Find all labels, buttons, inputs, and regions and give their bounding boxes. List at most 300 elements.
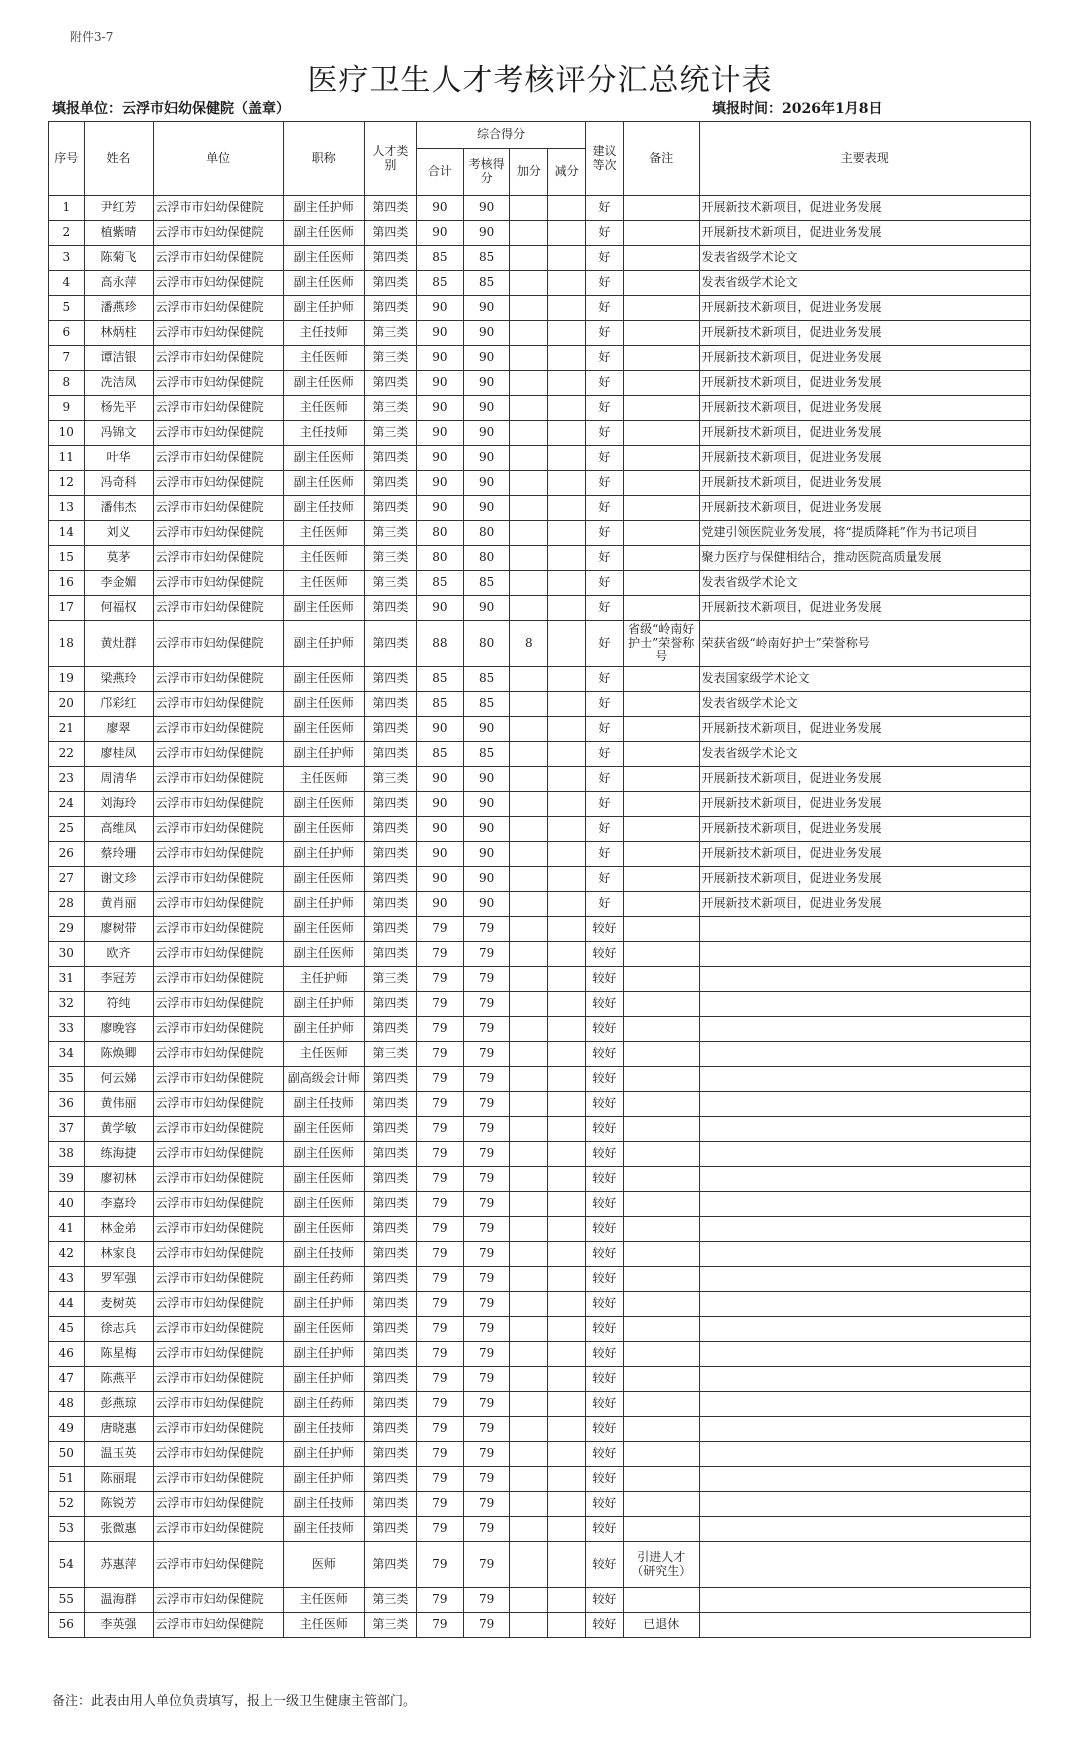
cell-performance	[699, 1292, 1031, 1317]
header-minus: 减分	[548, 149, 586, 196]
cell-plus	[510, 1017, 548, 1042]
cell-name: 黄伟丽	[84, 1092, 153, 1117]
table-row	[49, 842, 1031, 867]
cell-seq: 3	[49, 246, 85, 271]
cell-assess: 79	[463, 1417, 510, 1442]
cell-name: 高维凤	[84, 817, 153, 842]
table-row	[49, 1342, 1031, 1367]
cell-name: 练海捷	[84, 1142, 153, 1167]
cell-name: 潘燕珍	[84, 296, 153, 321]
cell-grade: 好	[586, 446, 624, 471]
cell-title: 主任护师	[283, 967, 364, 992]
cell-title: 副主任医师	[283, 246, 364, 271]
cell-seq: 38	[49, 1142, 85, 1167]
cell-assess: 80	[463, 546, 510, 571]
table-row	[49, 346, 1031, 371]
cell-remark	[623, 692, 699, 717]
cell-seq: 34	[49, 1042, 85, 1067]
cell-unit: 云浮市市妇幼保健院	[153, 1092, 283, 1117]
cell-total: 85	[417, 742, 464, 767]
cell-grade: 好	[586, 371, 624, 396]
cell-unit: 云浮市市妇幼保健院	[153, 1442, 283, 1467]
cell-seq: 26	[49, 842, 85, 867]
cell-seq: 54	[49, 1542, 85, 1588]
cell-grade: 较好	[586, 1242, 624, 1267]
cell-remark	[623, 917, 699, 942]
cell-title: 副主任医师	[283, 1142, 364, 1167]
cell-assess: 79	[463, 917, 510, 942]
table-row	[49, 1588, 1031, 1613]
table-row	[49, 742, 1031, 767]
cell-title: 主任医师	[283, 396, 364, 421]
cell-minus	[548, 992, 586, 1017]
cell-unit: 云浮市市妇幼保健院	[153, 1192, 283, 1217]
header-category: 人才类别	[364, 122, 416, 196]
cell-category: 第四类	[364, 496, 416, 521]
cell-grade: 好	[586, 271, 624, 296]
cell-remark	[623, 792, 699, 817]
cell-unit: 云浮市市妇幼保健院	[153, 196, 283, 221]
cell-performance: 开展新技术新项目，促进业务发展	[699, 471, 1031, 496]
cell-name: 林炳柱	[84, 321, 153, 346]
cell-title: 副主任医师	[283, 471, 364, 496]
cell-performance: 开展新技术新项目，促进业务发展	[699, 767, 1031, 792]
cell-assess: 90	[463, 396, 510, 421]
cell-total: 79	[417, 1142, 464, 1167]
cell-name: 何云娣	[84, 1067, 153, 1092]
cell-title: 副主任技师	[283, 1242, 364, 1267]
cell-minus	[548, 446, 586, 471]
cell-seq: 48	[49, 1392, 85, 1417]
cell-title: 副主任医师	[283, 792, 364, 817]
cell-title: 医师	[283, 1542, 364, 1588]
cell-minus	[548, 321, 586, 346]
cell-remark	[623, 1517, 699, 1542]
cell-grade: 较好	[586, 1217, 624, 1242]
cell-title: 副主任医师	[283, 1192, 364, 1217]
cell-assess: 90	[463, 892, 510, 917]
cell-minus	[548, 621, 586, 667]
cell-seq: 4	[49, 271, 85, 296]
cell-remark	[623, 1142, 699, 1167]
cell-performance: 开展新技术新项目，促进业务发展	[699, 496, 1031, 521]
cell-total: 88	[417, 621, 464, 667]
cell-title: 副主任医师	[283, 1167, 364, 1192]
cell-unit: 云浮市市妇幼保健院	[153, 917, 283, 942]
cell-performance	[699, 1367, 1031, 1392]
footer-note: 备注：此表由用人单位负责填写，报上一级卫生健康主管部门。	[52, 1694, 417, 1709]
cell-remark	[623, 1042, 699, 1067]
cell-remark	[623, 667, 699, 692]
cell-minus	[548, 692, 586, 717]
cell-name: 廖翠	[84, 717, 153, 742]
cell-total: 90	[417, 596, 464, 621]
cell-seq: 17	[49, 596, 85, 621]
cell-grade: 好	[586, 892, 624, 917]
cell-category: 第四类	[364, 1442, 416, 1467]
cell-minus	[548, 1492, 586, 1517]
cell-total: 90	[417, 346, 464, 371]
cell-title: 副主任护师	[283, 992, 364, 1017]
cell-assess: 90	[463, 346, 510, 371]
cell-unit: 云浮市市妇幼保健院	[153, 767, 283, 792]
cell-plus	[510, 1613, 548, 1638]
cell-name: 张微惠	[84, 1517, 153, 1542]
cell-unit: 云浮市市妇幼保健院	[153, 1613, 283, 1638]
table-row	[49, 596, 1031, 621]
cell-name: 刘义	[84, 521, 153, 546]
cell-plus	[510, 792, 548, 817]
cell-remark	[623, 246, 699, 271]
cell-plus	[510, 246, 548, 271]
cell-total: 79	[417, 1317, 464, 1342]
cell-assess: 90	[463, 446, 510, 471]
cell-grade: 好	[586, 596, 624, 621]
cell-assess: 90	[463, 767, 510, 792]
cell-remark	[623, 571, 699, 596]
table-row	[49, 1492, 1031, 1517]
cell-plus	[510, 1167, 548, 1192]
cell-performance: 开展新技术新项目，促进业务发展	[699, 717, 1031, 742]
cell-title: 副主任医师	[283, 917, 364, 942]
cell-remark	[623, 421, 699, 446]
header-score-group: 综合得分	[417, 122, 586, 149]
cell-remark	[623, 842, 699, 867]
cell-seq: 7	[49, 346, 85, 371]
cell-category: 第四类	[364, 1217, 416, 1242]
cell-total: 90	[417, 892, 464, 917]
cell-category: 第四类	[364, 892, 416, 917]
cell-plus	[510, 1192, 548, 1217]
cell-unit: 云浮市市妇幼保健院	[153, 221, 283, 246]
cell-unit: 云浮市市妇幼保健院	[153, 667, 283, 692]
cell-category: 第四类	[364, 196, 416, 221]
cell-seq: 8	[49, 371, 85, 396]
cell-unit: 云浮市市妇幼保健院	[153, 1367, 283, 1392]
cell-name: 廖晚容	[84, 1017, 153, 1042]
cell-name: 莫茅	[84, 546, 153, 571]
cell-plus	[510, 1242, 548, 1267]
cell-plus	[510, 742, 548, 767]
cell-assess: 79	[463, 1317, 510, 1342]
header-grade: 建议等次	[586, 122, 624, 196]
cell-plus	[510, 867, 548, 892]
cell-total: 85	[417, 667, 464, 692]
cell-assess: 79	[463, 1467, 510, 1492]
score-table	[48, 121, 1031, 1638]
cell-remark	[623, 1242, 699, 1267]
cell-seq: 1	[49, 196, 85, 221]
cell-remark	[623, 296, 699, 321]
table-row	[49, 1217, 1031, 1242]
table-row	[49, 196, 1031, 221]
cell-grade: 好	[586, 767, 624, 792]
table-row	[49, 1292, 1031, 1317]
cell-minus	[548, 892, 586, 917]
cell-assess: 90	[463, 421, 510, 446]
cell-category: 第四类	[364, 842, 416, 867]
cell-total: 90	[417, 321, 464, 346]
cell-name: 邝彩红	[84, 692, 153, 717]
table-row	[49, 717, 1031, 742]
cell-seq: 28	[49, 892, 85, 917]
cell-grade: 较好	[586, 1392, 624, 1417]
cell-unit: 云浮市市妇幼保健院	[153, 1342, 283, 1367]
cell-unit: 云浮市市妇幼保健院	[153, 742, 283, 767]
cell-title: 副主任护师	[283, 1367, 364, 1392]
cell-minus	[548, 792, 586, 817]
cell-seq: 41	[49, 1217, 85, 1242]
cell-seq: 16	[49, 571, 85, 596]
cell-title: 副主任药师	[283, 1267, 364, 1292]
cell-remark	[623, 1292, 699, 1317]
cell-total: 79	[417, 1267, 464, 1292]
cell-assess: 79	[463, 1217, 510, 1242]
cell-total: 90	[417, 371, 464, 396]
cell-category: 第四类	[364, 1142, 416, 1167]
cell-minus	[548, 1217, 586, 1242]
cell-name: 廖桂凤	[84, 742, 153, 767]
cell-unit: 云浮市市妇幼保健院	[153, 321, 283, 346]
cell-performance	[699, 1492, 1031, 1517]
cell-grade: 好	[586, 421, 624, 446]
cell-total: 85	[417, 692, 464, 717]
cell-assess: 90	[463, 717, 510, 742]
cell-title: 副主任医师	[283, 717, 364, 742]
cell-title: 副主任技师	[283, 1517, 364, 1542]
cell-remark: 已退休	[623, 1613, 699, 1638]
header-title: 职称	[283, 122, 364, 196]
cell-performance	[699, 1017, 1031, 1042]
cell-unit: 云浮市市妇幼保健院	[153, 271, 283, 296]
cell-minus	[548, 596, 586, 621]
cell-assess: 90	[463, 496, 510, 521]
cell-grade: 好	[586, 792, 624, 817]
reporting-unit: 填报单位：云浮市妇幼保健院（盖章）	[52, 101, 290, 117]
cell-total: 79	[417, 1017, 464, 1042]
cell-category: 第四类	[364, 692, 416, 717]
table-row	[49, 621, 1031, 667]
cell-performance: 开展新技术新项目，促进业务发展	[699, 346, 1031, 371]
cell-title: 副主任技师	[283, 1492, 364, 1517]
cell-unit: 云浮市市妇幼保健院	[153, 521, 283, 546]
cell-remark	[623, 471, 699, 496]
cell-category: 第三类	[364, 521, 416, 546]
cell-assess: 85	[463, 246, 510, 271]
table-row	[49, 767, 1031, 792]
header-total: 合计	[417, 149, 464, 196]
cell-category: 第四类	[364, 1342, 416, 1367]
cell-seq: 55	[49, 1588, 85, 1613]
cell-seq: 21	[49, 717, 85, 742]
cell-title: 副主任技师	[283, 1417, 364, 1442]
cell-assess: 90	[463, 596, 510, 621]
cell-minus	[548, 1167, 586, 1192]
cell-performance	[699, 1167, 1031, 1192]
cell-assess: 79	[463, 1542, 510, 1588]
cell-assess: 90	[463, 371, 510, 396]
cell-name: 麦树英	[84, 1292, 153, 1317]
table-row	[49, 1317, 1031, 1342]
table-row	[49, 667, 1031, 692]
cell-category: 第三类	[364, 421, 416, 446]
cell-grade: 好	[586, 321, 624, 346]
cell-unit: 云浮市市妇幼保健院	[153, 992, 283, 1017]
table-row	[49, 1067, 1031, 1092]
cell-assess: 79	[463, 1342, 510, 1367]
cell-remark	[623, 346, 699, 371]
cell-assess: 79	[463, 1092, 510, 1117]
cell-title: 副主任技师	[283, 1092, 364, 1117]
cell-minus	[548, 1067, 586, 1092]
cell-plus	[510, 1467, 548, 1492]
cell-grade: 较好	[586, 1017, 624, 1042]
table-row	[49, 571, 1031, 596]
cell-category: 第四类	[364, 446, 416, 471]
cell-title: 副主任医师	[283, 596, 364, 621]
cell-total: 79	[417, 1417, 464, 1442]
cell-assess: 90	[463, 792, 510, 817]
cell-performance	[699, 1092, 1031, 1117]
cell-unit: 云浮市市妇幼保健院	[153, 621, 283, 667]
cell-total: 79	[417, 1192, 464, 1217]
cell-minus	[548, 396, 586, 421]
cell-minus	[548, 1017, 586, 1042]
cell-name: 徐志兵	[84, 1317, 153, 1342]
cell-category: 第四类	[364, 1092, 416, 1117]
cell-unit: 云浮市市妇幼保健院	[153, 1588, 283, 1613]
cell-unit: 云浮市市妇幼保健院	[153, 967, 283, 992]
cell-seq: 11	[49, 446, 85, 471]
cell-minus	[548, 1517, 586, 1542]
cell-assess: 85	[463, 571, 510, 596]
cell-assess: 79	[463, 992, 510, 1017]
cell-unit: 云浮市市妇幼保健院	[153, 471, 283, 496]
cell-category: 第三类	[364, 967, 416, 992]
cell-remark	[623, 1417, 699, 1442]
cell-plus	[510, 546, 548, 571]
cell-assess: 85	[463, 271, 510, 296]
cell-seq: 12	[49, 471, 85, 496]
table-row	[49, 1417, 1031, 1442]
cell-category: 第四类	[364, 1542, 416, 1588]
cell-performance	[699, 942, 1031, 967]
cell-title: 副主任技师	[283, 496, 364, 521]
cell-minus	[548, 942, 586, 967]
cell-plus	[510, 667, 548, 692]
cell-title: 副主任护师	[283, 621, 364, 667]
cell-grade: 较好	[586, 1117, 624, 1142]
cell-grade: 较好	[586, 1067, 624, 1092]
cell-assess: 90	[463, 817, 510, 842]
cell-unit: 云浮市市妇幼保健院	[153, 571, 283, 596]
table-row	[49, 1017, 1031, 1042]
cell-name: 冼洁凤	[84, 371, 153, 396]
cell-title: 副主任医师	[283, 1117, 364, 1142]
cell-performance	[699, 1042, 1031, 1067]
cell-performance: 开展新技术新项目，促进业务发展	[699, 842, 1031, 867]
cell-plus	[510, 1492, 548, 1517]
cell-performance	[699, 1192, 1031, 1217]
cell-unit: 云浮市市妇幼保健院	[153, 792, 283, 817]
table-row	[49, 692, 1031, 717]
table-row	[49, 942, 1031, 967]
cell-grade: 较好	[586, 1417, 624, 1442]
cell-performance: 开展新技术新项目，促进业务发展	[699, 867, 1031, 892]
cell-minus	[548, 1417, 586, 1442]
cell-seq: 24	[49, 792, 85, 817]
cell-grade: 好	[586, 867, 624, 892]
table-row	[49, 817, 1031, 842]
cell-grade: 较好	[586, 1588, 624, 1613]
header-remark: 备注	[623, 122, 699, 196]
header-name: 姓名	[84, 122, 153, 196]
cell-seq: 25	[49, 817, 85, 842]
cell-grade: 好	[586, 196, 624, 221]
cell-unit: 云浮市市妇幼保健院	[153, 296, 283, 321]
cell-plus	[510, 817, 548, 842]
cell-plus	[510, 571, 548, 596]
cell-grade: 好	[586, 817, 624, 842]
table-row	[49, 1092, 1031, 1117]
cell-grade: 较好	[586, 1267, 624, 1292]
cell-unit: 云浮市市妇幼保健院	[153, 496, 283, 521]
cell-title: 副主任医师	[283, 1317, 364, 1342]
table-row	[49, 496, 1031, 521]
cell-plus	[510, 767, 548, 792]
cell-name: 李嘉玲	[84, 1192, 153, 1217]
cell-grade: 较好	[586, 942, 624, 967]
cell-name: 陈燕平	[84, 1367, 153, 1392]
cell-remark	[623, 742, 699, 767]
cell-minus	[548, 521, 586, 546]
cell-unit: 云浮市市妇幼保健院	[153, 1517, 283, 1542]
cell-grade: 较好	[586, 1317, 624, 1342]
cell-performance: 开展新技术新项目，促进业务发展	[699, 221, 1031, 246]
cell-seq: 46	[49, 1342, 85, 1367]
cell-unit: 云浮市市妇幼保健院	[153, 1542, 283, 1588]
page-title: 医疗卫生人才考核评分汇总统计表	[307, 63, 773, 98]
cell-category: 第三类	[364, 546, 416, 571]
cell-seq: 5	[49, 296, 85, 321]
cell-seq: 6	[49, 321, 85, 346]
table-row	[49, 1142, 1031, 1167]
cell-total: 79	[417, 1542, 464, 1588]
cell-category: 第四类	[364, 471, 416, 496]
cell-total: 90	[417, 717, 464, 742]
cell-total: 90	[417, 471, 464, 496]
cell-grade: 较好	[586, 1442, 624, 1467]
cell-minus	[548, 717, 586, 742]
cell-name: 陈星梅	[84, 1342, 153, 1367]
cell-remark	[623, 867, 699, 892]
cell-unit: 云浮市市妇幼保健院	[153, 842, 283, 867]
table-row	[49, 221, 1031, 246]
cell-remark	[623, 1367, 699, 1392]
cell-category: 第四类	[364, 917, 416, 942]
score-table-container	[48, 121, 1031, 1638]
cell-seq: 20	[49, 692, 85, 717]
cell-category: 第四类	[364, 1267, 416, 1292]
attachment-label: 附件3-7	[70, 30, 114, 44]
cell-plus	[510, 1042, 548, 1067]
cell-unit: 云浮市市妇幼保健院	[153, 396, 283, 421]
cell-remark	[623, 1492, 699, 1517]
cell-name: 陈焕卿	[84, 1042, 153, 1067]
cell-title: 副主任护师	[283, 196, 364, 221]
cell-assess: 79	[463, 1017, 510, 1042]
cell-unit: 云浮市市妇幼保健院	[153, 817, 283, 842]
